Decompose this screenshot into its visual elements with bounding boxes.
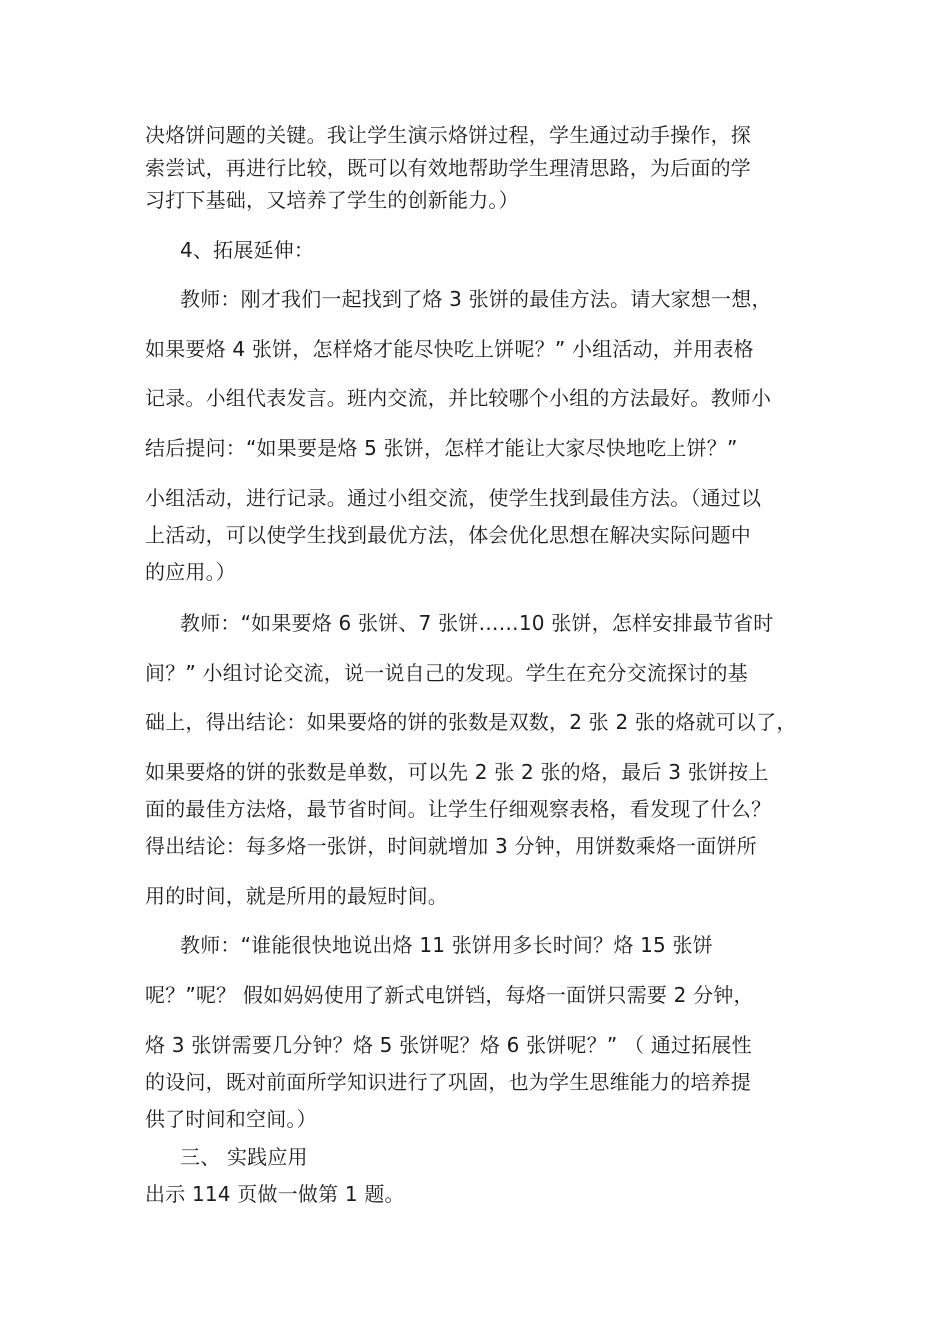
text-line: 教师：“如果要烙 6 张饼、7 张饼……10 张饼，怎样安排最节省时 [180,611,774,635]
text-line: 间？” 小组讨论交流，说一说自己的发现。学生在充分交流探讨的基 [145,661,748,685]
text-line: 小组活动，进行记录。通过小组交流，使学生找到最佳方法。（通过以 [145,486,762,510]
text-line: 烙 3 张饼需要几分钟？烙 5 张饼呢？烙 6 张饼呢？” （ 通过拓展性 [145,1033,752,1057]
text-line: 得出结论：每多烙一张饼，时间就增加 3 分钟，用饼数乘烙一面饼所 [145,834,757,858]
text-line: 决烙饼问题的关键。我让学生演示烙饼过程，学生通过动手操作，探 [145,123,751,147]
text-line: 教师：刚才我们一起找到了烙 3 张饼的最佳方法。请大家想一想， [180,287,772,311]
text-line: 呢？”呢？ 假如妈妈使用了新式电饼铛，每烙一面饼只需要 2 分钟， [145,983,754,1007]
text-line: 上活动，可以使学生找到最优方法，体会优化思想在解决实际问题中 [145,523,751,547]
text-line: 习打下基础，又培养了学生的创新能力。） [145,188,519,212]
text-line: 的设问，既对前面所学知识进行了巩固，也为学生思维能力的培养提 [145,1070,751,1094]
text-line: 出示 114 页做一做第 1 题。 [145,1182,405,1206]
section-heading: 三、 实践应用 [180,1145,308,1169]
text-line: 如果要烙的饼的张数是单数，可以先 2 张 2 张的烙，最后 3 张饼按上 [145,760,769,784]
text-line: 如果要烙 4 张饼，怎样烙才能尽快吃上饼呢？” 小组活动，并用表格 [145,337,754,361]
text-line: 记录。小组代表发言。班内交流，并比较哪个小组的方法最好。教师小 [145,386,772,410]
text-line: 教师：“谁能很快地说出烙 11 张饼用多长时间？烙 15 张饼 [180,933,713,957]
text-line: 的应用。） [145,560,236,584]
section-heading: 4、拓展延伸： [180,238,315,262]
text-line: 结后提问：“如果要是烙 5 张饼，怎样才能让大家尽快地吃上饼？” [145,436,738,460]
text-line: 供了时间和空间。） [145,1107,317,1131]
text-line: 础上，得出结论：如果要烙的饼的张数是双数，2 张 2 张的烙就可以了， [145,710,797,734]
text-line: 索尝试，再进行比较，既可以有效地帮助学生理清思路，为后面的学 [145,156,751,180]
text-line: 用的时间，就是所用的最短时间。 [145,884,448,908]
text-line: 面的最佳方法烙，最节省时间。让学生仔细观察表格，看发现了什么？ [145,797,772,821]
